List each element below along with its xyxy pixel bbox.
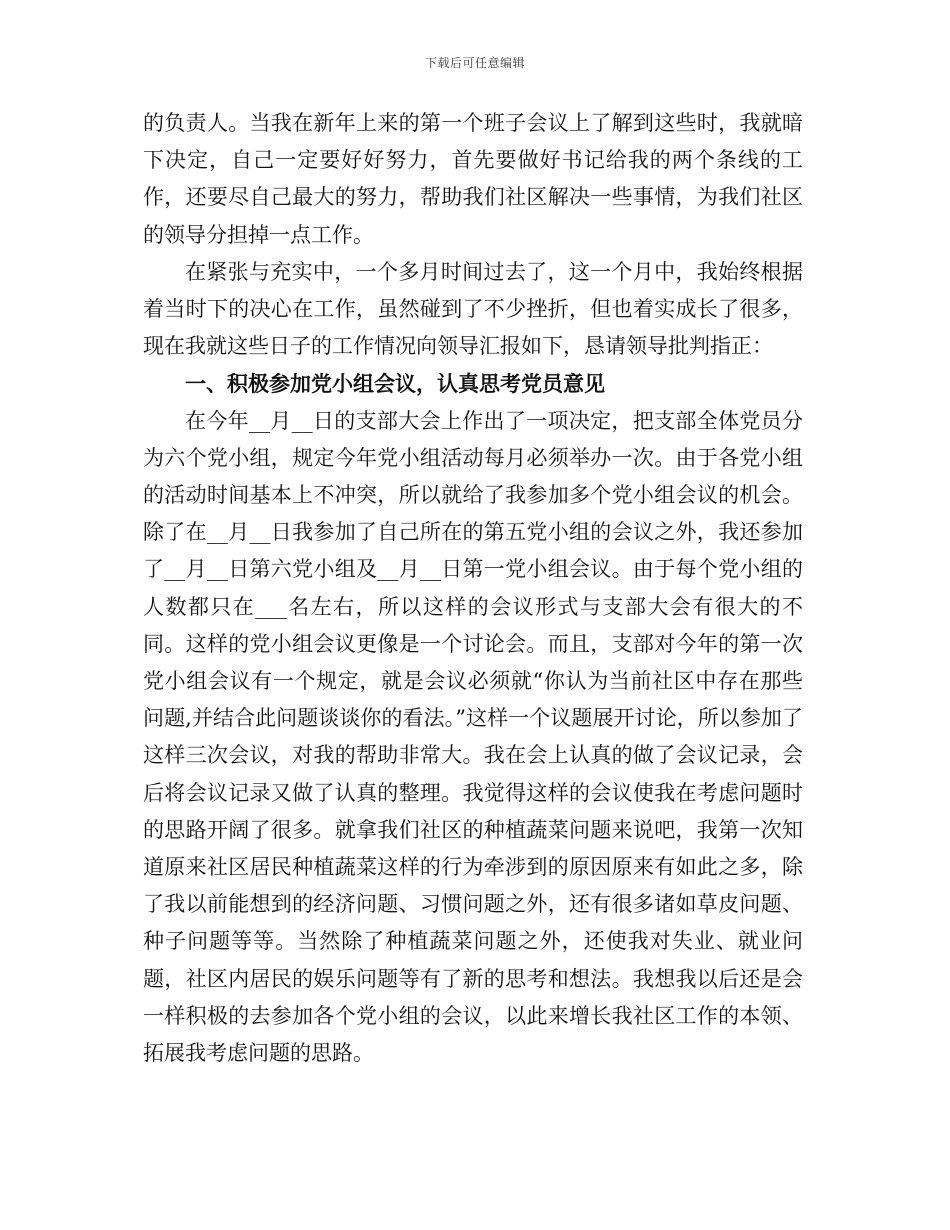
paragraph-continuation: 的负责人。当我在新年上来的第一个班子会议上了解到这些时，我就暗下决定，自己一定要好好努力，首先要做好书记给我的两个条线的工作，还要尽自己最大的努力，帮助我们社区解决一些事情，为我们社区的领导分担掉一点工作。: [143, 111, 803, 247]
paragraph-party-group-meetings: 在今年__月__日的支部大会上作出了一项决定，把支部全体党员分为六个党小组，规定今年党小组活动每月必须举办一次。由于各党小组的活动时间基本上不冲突，所以就给了我参加多个党小组会议的机会。除了在__月__日我参加了自己所在的第五党小组的会议之外，我还参加了__月__日第六党小组及__月__日第一党小组会议。由于每个党小组的人数都只在___名左右，所以这样的会议形式与支部大会有很大的不同。这样的党小组会议更像是一个讨论会。而且，支部对今年的第一次党小组会议有一个规定，就是会议必须就“你认为当前社区中存在那些问题,并结合此问题谈谈你的看法。”这样一个议题展开讨论，所以参加了这样三次会议，对我的帮助非常大。我在会上认真的做了会议记录，会后将会议记录又做了认真的整理。我觉得这样的会议使我在考虑问题时的思路开阔了很多。就拿我们社区的种植蔬菜问题来说吧，我第一次知道原来社区居民种植蔬菜这样的行为牵涉到的原因原来有如此之多，除了我以前能想到的经济问题、习惯问题之外，还有很多诸如草皮问题、种子问题等等。当然除了种植蔬菜问题之外，还使我对失业、就业问题，社区内居民的娱乐问题等有了新的思考和想法。我想我以后还是会一样积极的去参加各个党小组的会议，以此来增长我社区工作的本领、拓展我考虑问题的思路。: [143, 408, 803, 1066]
document-body: [143, 105, 803, 1072]
paragraph-progress-report: 在紧张与充实中，一个多月时间过去了，这一个月中，我始终根据着当时下的决心在工作，虽然碰到了不少挫折，但也着实成长了很多，现在我就这些日子的工作情况向领导汇报如下，恳请领导批判指正：: [143, 259, 803, 359]
running-header: 下载后可任意编辑: [424, 56, 525, 70]
section-heading: 一、积极参加党小组会议，认真思考党员意见: [185, 371, 605, 397]
